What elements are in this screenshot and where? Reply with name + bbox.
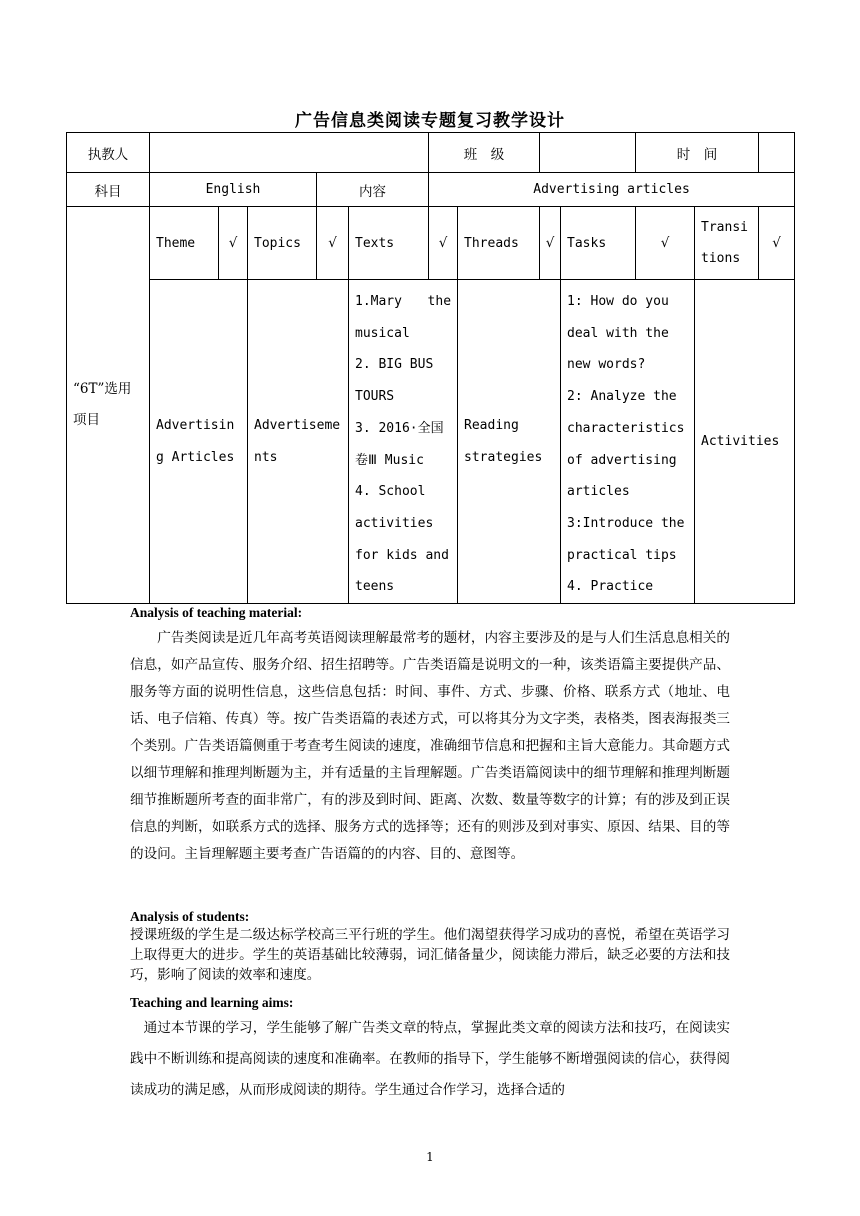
topics-detail: Advertisements bbox=[248, 280, 349, 604]
section-teaching-material bbox=[130, 605, 730, 868]
class-value bbox=[540, 133, 636, 173]
check-transitions: √ bbox=[759, 207, 795, 280]
content-label: 内容 bbox=[317, 173, 429, 207]
check-tasks: √ bbox=[636, 207, 695, 280]
section-heading: Analysis of teaching material: bbox=[130, 605, 303, 620]
transitions-detail: Activities bbox=[695, 280, 795, 604]
task-item: 1: How do you deal with the new words? bbox=[567, 294, 669, 373]
page-title: 广告信息类阅读专题复习教学设计 bbox=[295, 111, 565, 131]
time-value bbox=[759, 133, 795, 173]
text-item: 1.Mary the musical bbox=[355, 294, 452, 341]
text-item: 3. 2016·全国卷Ⅲ Music bbox=[355, 420, 444, 468]
category-threads: Threads bbox=[458, 207, 540, 280]
details-row bbox=[67, 280, 795, 604]
section-students bbox=[130, 909, 730, 985]
section-body: 广告类阅读是近几年高考英语阅读理解最常考的题材，内容主要涉及的是与人们生活息息相关的信息，如产品宣传、服务介绍、招生招聘等。广告类语篇是说明文的一种，该类语篇主要提供产品、服务等方面的说明性信息，这些信息包括：时间、事件、方式、步骤、价格、联系方式（地址、电话、电子信箱、传真）等。按广告类语篇的表述方式，可以将其分为文字类，表格类，图表海报类三个类别。广告类语篇侧重于考查考生阅读的速度，准确细节信息和把握和主旨大意能力。其命题方式以细节理解和推理判断题为主，并有适量的主旨理解题。广告类语篇阅读中的细节理解和推理判断题细节推断题所考查的面非常广，有的涉及到时间、距离、次数、数量等数字的计算；有的涉及到正误信息的判断，如联系方式的选择、服务方式的选择等；还有的则涉及到对事实、原因、结果、目的等的设问。主旨理解题主要考查广告语篇的的内容、目的、意图等。 bbox=[130, 630, 730, 862]
check-texts: √ bbox=[429, 207, 458, 280]
project-label-cell bbox=[67, 207, 150, 604]
teacher-label: 执教人 bbox=[67, 133, 150, 173]
teacher-value bbox=[150, 133, 429, 173]
check-theme: √ bbox=[219, 207, 248, 280]
category-tasks: Tasks bbox=[561, 207, 636, 280]
section-heading: Teaching and learning aims: bbox=[130, 995, 294, 1010]
texts-detail bbox=[349, 280, 458, 604]
subject-row bbox=[67, 173, 795, 207]
category-theme: Theme bbox=[150, 207, 219, 280]
threads-detail: Reading strategies bbox=[458, 280, 561, 604]
category-texts: Texts bbox=[349, 207, 429, 280]
section-body: 通过本节课的学习，学生能够了解广告类文章的特点，掌握此类文章的阅读方法和技巧，在阅读实践中不断训练和提高阅读的速度和准确率。在教师的指导下，学生能够不断增强阅读的信心，获得阅读成功的满足感，从而形成阅读的期待。学生通过合作学习，选择合适的 bbox=[130, 1020, 730, 1098]
subject-label: 科目 bbox=[67, 173, 150, 207]
theme-detail: Advertising Articles bbox=[150, 280, 248, 604]
content-value: Advertising articles bbox=[429, 173, 795, 207]
section-body: 授课班级的学生是二级达标学校高三平行班的学生。他们渴望获得学习成功的喜悦，希望在英语学习上取得更大的进步。学生的英语基础比较薄弱，词汇储备量少，阅读能力滞后，缺乏必要的方法和技巧，影响了阅读的效率和速度。 bbox=[130, 927, 730, 983]
header-row bbox=[67, 133, 795, 173]
page-number: 1 bbox=[426, 1150, 434, 1164]
text-item: 4. School activities for kids and teens bbox=[355, 484, 449, 595]
task-item: 4. Practice bbox=[567, 579, 654, 595]
lesson-plan-table bbox=[66, 132, 795, 604]
section-heading: Analysis of students: bbox=[130, 909, 250, 924]
class-label: 班 级 bbox=[429, 133, 540, 173]
tasks-detail bbox=[561, 280, 695, 604]
check-topics: √ bbox=[317, 207, 349, 280]
time-label: 时 间 bbox=[636, 133, 759, 173]
task-item: 2: Analyze the characteristics of advertising articles bbox=[567, 389, 685, 500]
category-topics: Topics bbox=[248, 207, 317, 280]
section-aims bbox=[130, 995, 730, 1106]
task-item: 3:Introduce the practical tips bbox=[567, 515, 685, 563]
check-threads: √ bbox=[540, 207, 561, 280]
categories-row bbox=[67, 207, 795, 280]
project-label: “6T”选用项目 bbox=[73, 381, 132, 429]
subject-value: English bbox=[150, 173, 317, 207]
category-transitions: Transitions bbox=[695, 207, 759, 280]
text-item: 2. BIG BUS TOURS bbox=[355, 357, 434, 405]
